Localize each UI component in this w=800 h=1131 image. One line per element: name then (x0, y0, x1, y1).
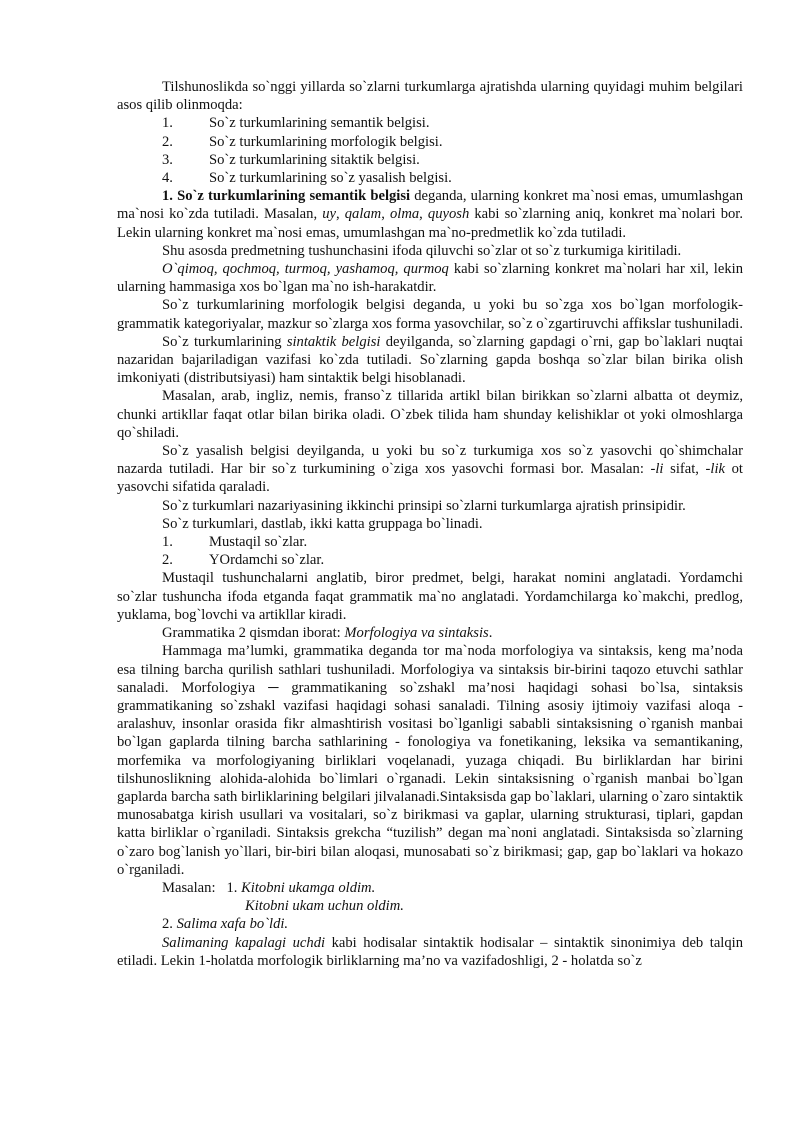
example-1: Masalan: 1. Kitobni ukamga oldim. (162, 879, 376, 896)
list-text: So`z turkumlarining so`z yasalish belgisi. (209, 170, 452, 187)
grammar-paragraph: Grammatika 2 qismdan iborat: Morfologiya va sintaksis. (162, 625, 493, 642)
word-formation-paragraph: So`z yasalish belgisi deyilganda, u yoki bu so`z turkumiga xos so`z yasovchi qo`shimchalar nazarda tutiladi. Har bir so`z turkumining o`ziga xos yasovchi formasi bor. Masalan: -li sifat, -lik ot yasovchi sifatida qaraladi. (117, 443, 743, 496)
list-text: So`z turkumlarining semantik belgisi. (209, 115, 430, 132)
noun-paragraph: Shu asosda predmetning tushunchasini ifoda qiluvchi so`zlar ot so`z turkumiga kiritiladi. (162, 242, 682, 259)
principle-paragraph: So`z turkumlari nazariyasining ikkinchi prinsipi so`zlarni turkumlarga ajratish prinsipidir. (162, 497, 686, 514)
list-item (117, 533, 743, 551)
list-number: 1. (162, 534, 173, 551)
example-2: 2. Salima xafa bo`ldi. (162, 916, 289, 933)
groups-list (117, 533, 743, 569)
verbs-paragraph: O`qimoq, qochmoq, turmoq, yashamoq, qurmoq kabi so`zlarning konkret ma`nolari har xil, lekin ularning hammasiga xos bo`lgan ma`no ish-harakatdir. (117, 261, 743, 296)
list-item (117, 133, 743, 151)
list-text: Mustaqil so`zlar. (209, 534, 308, 551)
morphology-paragraph: So`z turkumlarining morfologik belgisi deganda, u yoki bu so`zga xos bo`lgan morfologik-grammatik kategoriyalar, mazkur so`zlarga xos forma yasovchilar, so`z o`zgartiruvchi affikslar tushuniladi. (117, 297, 744, 332)
groups-intro: So`z turkumlari, dastlab, ikki katta gruppaga bo`linadi. (162, 515, 483, 532)
syntax-morphology-paragraph: Hammaga ma’lumki, grammatika deganda tor ma`noda morfologiya va sintaksis, keng ma’noda esa tilning barcha qurilish sathlari tushuniladi. Morfologiya va sintaksis bir-birini taqozo etuvchi sathlar sanaladi. Morfologiya ─ grammatikaning so`zshakl ma’nosi haqidagi sohasi bo`lsa, sintaksis grammatikaning so`zshakl vazifasi haqidagi sohasi sanaladi. Tilning asosiy ijtimoiy vazifasi aloqa - aralashuv, insonlar orasida fikr almashtirish vositasi bo`lganligi sababli sintaksisning o`rganish manbai bo`lgan gaplarda tilning barcha sathlarining - fonologiya va fonetikaning, leksika va semantikaning, morfemika va morfologiyaning birliklari voqelanadi, yuzaga chiqadi. Bu birliklardan har birini tilshunoslikning alohida-alohida bo`limlari o`rganadi. Lekin sintaksisning o`rganish manbai bo`lgan gaplarda barcha sath birliklarining belgilari jilvalanadi.Sintaksisda gap bo`laklari, ularning o`zaro sintaktik munosabatga kirish usullari va vositalari, so`z birikmasi va gaplar, ularning strukturasi, tiplari, gapdan katta birliklar o`rganiladi. Sintaksis grekcha “tuzilish” degan ma`noni anglatadi. Sintaksisda so`zlarning o`zaro bog`lanish yo`llari, bir-biri bilan aloqasi, munosabati so`z birikmasi; gap, gap bo`laklari va hokazo o`rganiladi. (117, 643, 743, 878)
semantic-heading: 1. So`z turkumlarining semantik belgisi (162, 188, 411, 205)
article-paragraph: Masalan, arab, ingliz, nemis, franso`z tillarida artikl bilan birikkan so`zlarni albatta ot deymiz, chunki artikllar faqat otlar bilan birika oladi. O`zbek tilida ham shunday kelishiklar ot yoki olmoshlarga qo`shiladi. (117, 388, 743, 441)
list-number: 4. (162, 170, 173, 187)
list-text: YOrdamchi so`zlar. (209, 552, 325, 569)
signs-list (117, 114, 743, 187)
list-number: 3. (162, 151, 173, 168)
list-text: So`z turkumlarining sitaktik belgisi. (209, 151, 420, 168)
list-item (117, 114, 743, 132)
list-text: So`z turkumlarining morfologik belgisi. (209, 133, 443, 150)
semantic-paragraph: 1. So`z turkumlarining semantik belgisi deganda, ularning konkret ma`nosi emas, umumlashgan ma`nosi ko`zda tutiladi. Masalan, uy, qalam, olma, quyosh kabi so`zlarning aniq, konkret ma`nolari bor. Lekin ularning konkret ma`nosi emas, umumlashgan ma`no-predmetlik ko`zda tutiladi. (117, 188, 744, 241)
list-item (117, 551, 743, 569)
independent-words-paragraph: Mustaqil tushunchalarni anglatib, biror predmet, belgi, harakat nomini anglatadi. Yordamchi so`zlar tushuncha ifoda etganda faqat grammatik ma`no anglatadi. Yordamchilarga ko`makchi, predlog, yuklama, bog`lovchi va artikllar kiradi. (117, 570, 743, 623)
intro-paragraph: Tilshunoslikda so`nggi yillarda so`zlarni turkumlarga ajratishda ularning quyidagi muhim belgilari asos qilib olinmoqda: (117, 79, 743, 114)
list-item (117, 169, 743, 187)
list-number: 1. (162, 115, 173, 132)
example-1b: Kitobni ukam uchun oldim. (245, 898, 404, 915)
final-paragraph: Salimaning kapalagi uchdi kabi hodisalar sintaktik hodisalar – sintaktik sinonimiya deb talqin etiladi. Lekin 1-holatda morfologik birliklarning ma’no va vazifadoshligi, 2 - holatda so`z (117, 934, 743, 969)
list-number: 2. (162, 552, 173, 569)
list-number: 2. (162, 133, 173, 150)
list-item (117, 151, 743, 169)
syntax-paragraph: So`z turkumlarining sintaktik belgisi deyilganda, so`zlarning gapdagi o`rni, gap bo`laklari nuqtai nazaridan bajariladigan vazifasi ko`zda tutiladi. So`zlarning gapda boshqa so`zlar bilan birika olish imkoniyati (distributsiyasi) ham sintaktik belgi hisoblanadi. (117, 333, 744, 387)
document-page (117, 78, 743, 970)
